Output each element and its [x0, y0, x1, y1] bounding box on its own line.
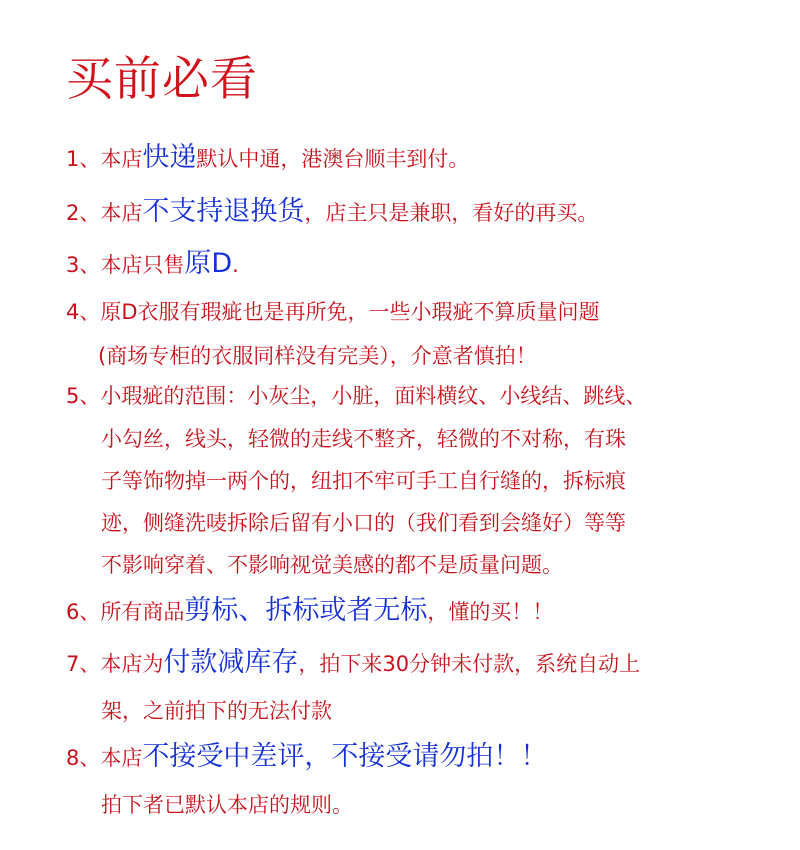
rule-8-highlight: 不接受中差评，不接受请勿拍！！ [142, 741, 548, 772]
rule-8-number: 8、 [66, 746, 101, 770]
rule-3 [66, 249, 239, 280]
rule-1-pre: 本店 [100, 147, 143, 171]
rule-2-post: ，店主只是兼职，看好的再买。 [304, 201, 599, 225]
rule-6-post: ，懂的买！！ [427, 600, 554, 624]
rule-5-line-4: 迹，侧缝洗唛拆除后留有小口的（我们看到会缝好）等等 [101, 511, 626, 535]
page-title: 买前必看 [66, 52, 258, 107]
rule-1-post: 默认中通，港澳台顺丰到付。 [196, 147, 470, 171]
rule-6-pre: 所有商品 [100, 600, 185, 624]
rule-4-text-1: 原D衣服有瑕疵也是再所免，一些小瑕疵不算质量问题 [100, 300, 600, 324]
rule-6-highlight: 剪标、拆标或者无标 [184, 595, 428, 626]
rule-7-number: 7、 [66, 652, 101, 676]
rule-4-number: 4、 [66, 300, 101, 324]
rule-7-line-2: 架，之前拍下的无法付款 [101, 699, 332, 723]
rule-7-highlight: 付款减库存 [163, 647, 299, 678]
rule-8-line-2: 拍下者已默认本店的规则。 [101, 793, 353, 817]
rule-1 [66, 143, 469, 174]
rule-4-line-2: (商场专柜的衣服同样没有完美），介意者慎拍！ [98, 344, 537, 368]
rule-8-pre: 本店 [100, 746, 143, 770]
rule-5-line-3: 子等饰物掉一两个的，纽扣不牢可手工自行缝的，拆标痕 [101, 469, 626, 493]
rule-2 [66, 197, 598, 228]
rule-7-pre: 本店为 [100, 652, 164, 676]
rule-6-number: 6、 [66, 600, 101, 624]
rule-4-line-1 [66, 297, 600, 327]
rule-7-post: ，拍下来30分钟未付款，系统自动上 [298, 652, 641, 676]
rule-2-highlight: 不支持退换货 [142, 196, 305, 227]
rule-1-number: 1、 [66, 147, 101, 171]
rule-7-line-1 [66, 648, 640, 679]
rule-6 [66, 596, 553, 627]
rule-5-line-1 [66, 381, 646, 411]
rule-3-post: . [232, 253, 239, 277]
rule-1-highlight: 快递 [142, 142, 197, 173]
rule-3-number: 3、 [66, 253, 101, 277]
rule-8-line-1 [66, 742, 547, 773]
rule-2-number: 2、 [66, 201, 101, 225]
rule-5-line-2: 小勾丝，线头，轻微的走线不整齐，轻微的不对称，有珠 [101, 427, 626, 451]
rule-5-line-5: 不影响穿着、不影响视觉美感的都不是质量问题。 [101, 553, 563, 577]
rule-2-pre: 本店 [100, 201, 143, 225]
rule-3-pre: 本店只售 [100, 253, 185, 277]
rule-5-text-1: 小瑕疵的范围：小灰尘，小脏，面料横纹、小线结、跳线、 [100, 384, 647, 408]
rule-3-highlight: 原D [184, 248, 233, 279]
rule-5-number: 5、 [66, 384, 101, 408]
